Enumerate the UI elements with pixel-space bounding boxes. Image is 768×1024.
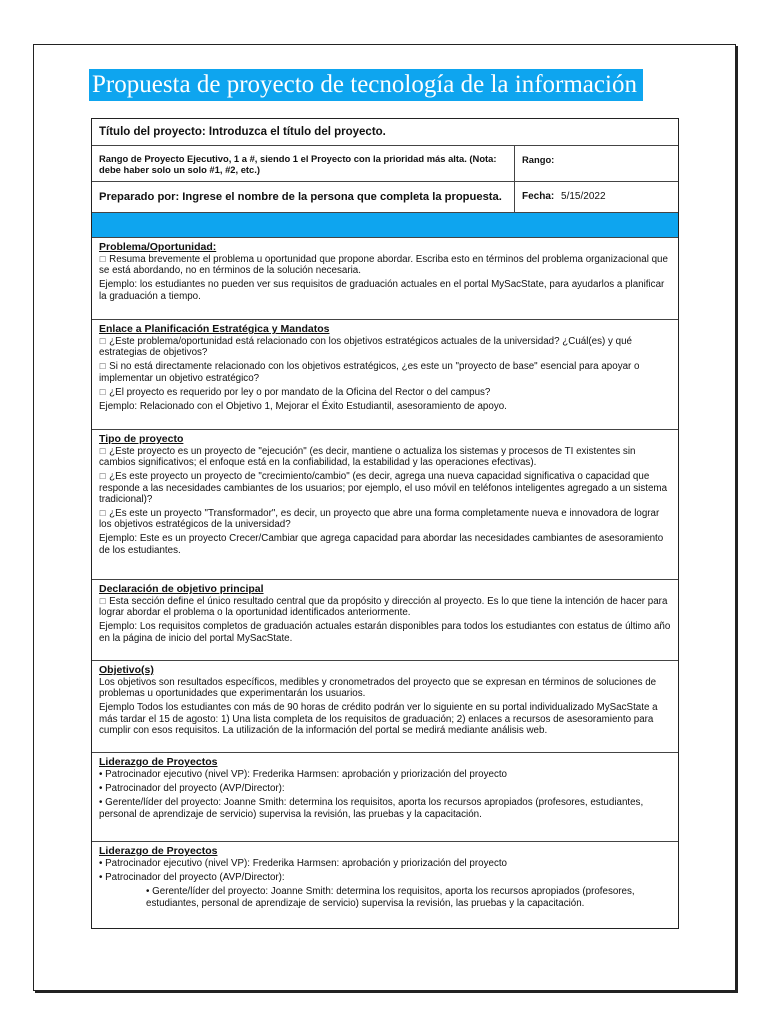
objective-statement-title: Declaración de objetivo principal	[99, 583, 264, 595]
problem-example: Ejemplo: los estudiantes no pueden ver sus requisitos de graduación actuales en el portal MySacState, para ayudarlos a planificar la graduación a tiempo.	[99, 279, 665, 302]
leadership-item[interactable]: • Patrocinador del proyecto (AVP/Director):	[99, 872, 285, 884]
checkbox-icon: ☐	[99, 255, 107, 264]
rank-description: Rango de Proyecto Ejecutivo, 1 a #, siendo 1 el Proyecto con la prioridad más alta. (Nota: debe haber solo un solo #1, #2, etc.)	[99, 153, 497, 175]
date-value: 5/15/2022	[561, 191, 606, 202]
checkbox-icon: ☐	[99, 509, 107, 519]
leadership-item[interactable]: • Patrocinador del proyecto (AVP/Director):	[99, 783, 285, 795]
checkbox-icon: ☐	[99, 362, 107, 372]
leadership-item[interactable]: • Patrocinador ejecutivo (nivel VP): Frederika Harmsen: aprobación y priorización del proyecto	[99, 769, 508, 780]
document-title: Propuesta de proyecto de tecnología de la información	[89, 69, 643, 101]
checkbox-icon: ☐	[99, 447, 107, 456]
project-type-title: Tipo de proyecto	[99, 433, 184, 445]
objective-statement-section	[92, 580, 678, 661]
prepared-by-label[interactable]: Preparado por: Ingrese el nombre de la persona que completa la propuesta.	[99, 191, 502, 203]
project-title-row	[92, 119, 678, 146]
objectives-section	[92, 661, 678, 753]
checkbox-icon: ☐	[99, 472, 107, 482]
checkbox-icon: ☐	[99, 337, 107, 346]
project-title-label[interactable]: Título del proyecto: Introduzca el título del proyecto.	[99, 126, 386, 138]
objective-statement-example: Ejemplo: Los requisitos completos de graduación actuales estarán disponibles para todos los estudiantes con estatus de último año en la página de inicio del portal MySacState.	[99, 621, 671, 644]
proposal-form	[91, 118, 679, 929]
leadership-section	[92, 753, 678, 842]
strategic-item[interactable]: ☐ ¿El proyecto es requerido por ley o por mandato de la Oficina del Rector o del campus?	[99, 386, 491, 398]
project-type-item[interactable]: ☐ ¿Es este proyecto un proyecto de "crecimiento/cambio" (es decir, agrega una nueva capacidad significativa o capacidad que responde a las necesidades cambiantes de los usuarios; por ejemplo, el uso móvil en teléfonos inteligentes agregado a un sistema tradicional)?	[99, 471, 668, 505]
leadership-section-duplicate	[92, 842, 678, 928]
objectives-example: Ejemplo Todos los estudiantes con más de 90 horas de crédito podrán ver lo siguiente en su portal individualizado MySacState a más tardar el 15 de agosto: 1) Una lista completa de los requisitos de graduación; 2) enlaces a recursos de asesoramiento para cumplir con esos requisitos. La utilización de la información del portal se medirá mediante análisis web.	[99, 702, 658, 736]
checkbox-icon: ☐	[99, 387, 107, 397]
problem-section	[92, 238, 678, 320]
section-divider-bar	[92, 213, 678, 238]
leadership-item[interactable]: • Gerente/líder del proyecto: Joanne Smith: determina los requisitos, aporta los recursos apropiados (profesores, estudiantes, personal de aprendizaje de servicio) supervisa la revisión, las pruebas y la capacitación.	[146, 886, 635, 909]
strategic-example: Ejemplo: Relacionado con el Objetivo 1, Mejorar el Éxito Estudiantil, asesoramiento de apoyo.	[99, 401, 507, 413]
leadership-title: Liderazgo de Proyectos	[99, 756, 218, 768]
project-type-item[interactable]: ☐ ¿Este proyecto es un proyecto de "ejecución" (es decir, mantiene o actualiza los sistemas y procesos de TI existentes sin cambios significativos; el enfoque está en la confiabilidad, la estabilidad y las operaciones efectivas).	[99, 446, 636, 469]
problem-title: Problema/Oportunidad:	[99, 241, 217, 253]
strategic-item[interactable]: ☐ Si no está directamente relacionado con los objetivos estratégicos, ¿es este un "proyecto de base" esencial para apoyar o implementar un objetivo estratégico?	[99, 361, 640, 384]
strategic-section	[92, 320, 678, 430]
date-cell[interactable]	[514, 182, 678, 212]
objectives-text[interactable]: Los objetivos son resultados específicos, medibles y cronometrados del proyecto que se expresan en términos de soluciones de problemas u oportunidades que experimentarán los usuarios.	[99, 677, 657, 700]
checkbox-icon: ☐	[99, 597, 107, 606]
leadership-title: Liderazgo de Proyectos	[99, 845, 218, 857]
leadership-item[interactable]: • Gerente/líder del proyecto: Joanne Smith: determina los requisitos, aporta los recursos apropiados (profesores, estudiantes, personal de aprendizaje de servicio) supervisa la revisión, las pruebas y la capacitación.	[99, 797, 644, 820]
project-type-section	[92, 430, 678, 580]
rank-row	[92, 146, 678, 182]
project-type-item[interactable]: ☐ ¿Es este un proyecto "Transformador", es decir, un proyecto que abre una forma completamente nueva e innovadora de lograr los objetivos estratégicos de la universidad?	[99, 508, 660, 531]
strategic-title: Enlace a Planificación Estratégica y Mandatos	[99, 323, 330, 335]
objectives-title: Objetivo(s)	[99, 664, 154, 676]
rank-cell[interactable]	[514, 146, 678, 181]
leadership-item[interactable]: • Patrocinador ejecutivo (nivel VP): Frederika Harmsen: aprobación y priorización del proyecto	[99, 858, 508, 869]
problem-item[interactable]: ☐ Resuma brevemente el problema u oportunidad que propone abordar. Escriba esto en términos del problema organizacional que se está abordando, no en términos de la solución necesaria.	[99, 254, 668, 277]
date-label: Fecha:	[522, 191, 555, 202]
rank-label: Rango:	[522, 154, 555, 165]
strategic-item[interactable]: ☐ ¿Este problema/oportunidad está relacionado con los objetivos estratégicos actuales de la universidad? ¿Cuál(es) y qué estrategias de objetivos?	[99, 336, 632, 359]
prepared-by-row	[92, 182, 678, 213]
objective-statement-item[interactable]: ☐ Esta sección define el único resultado central que da propósito y dirección al proyecto. Es lo que tiene la intención de hacer para lograr abordar el problema o la oportunidad identificados anteriormente.	[99, 596, 668, 619]
project-type-example: Ejemplo: Este es un proyecto Crecer/Cambiar que agrega capacidad para abordar las necesidades cambiantes de asesoramiento de los estudiantes.	[99, 533, 664, 556]
